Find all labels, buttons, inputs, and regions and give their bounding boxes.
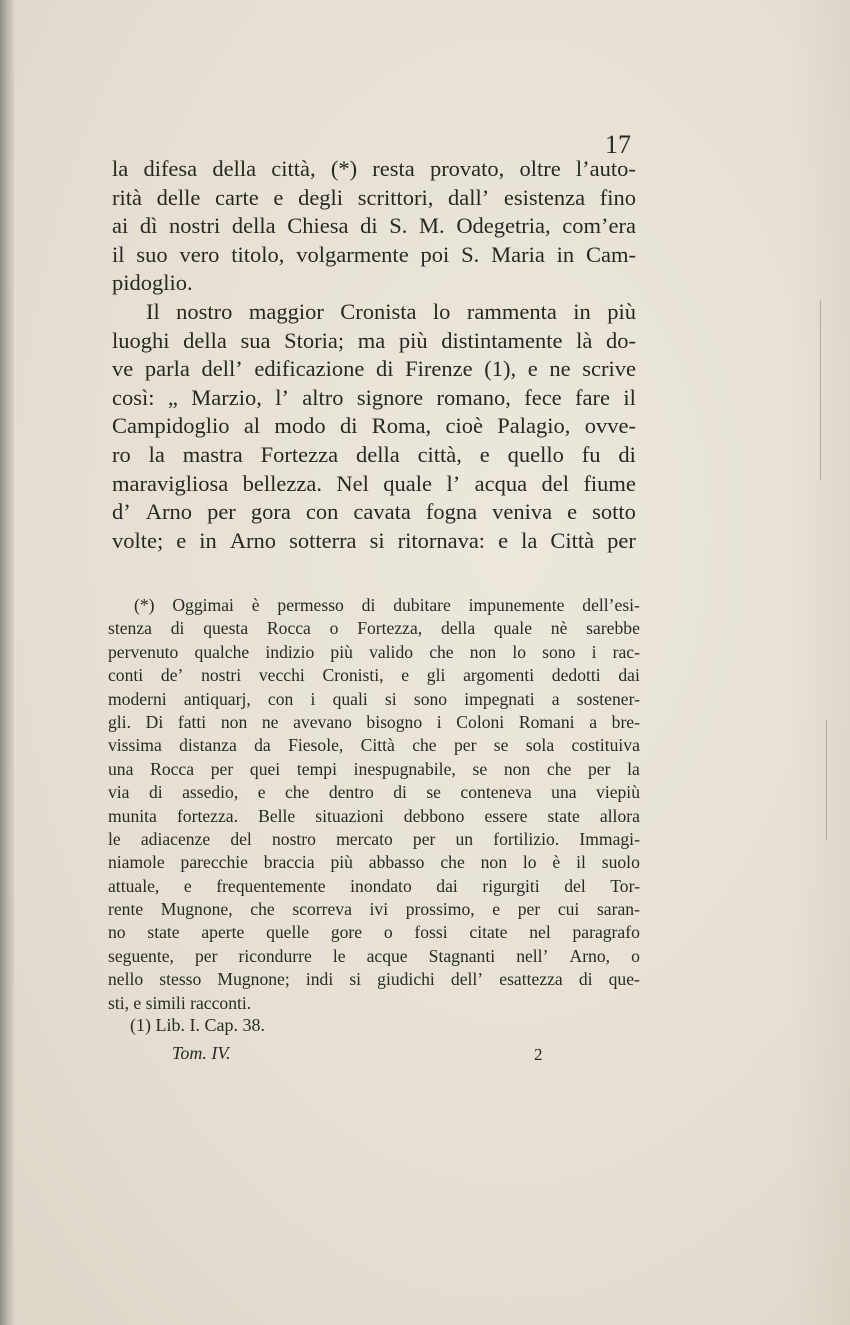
- text-line: [112, 184, 636, 213]
- line-text: ai dì nostri della Chiesa di S. M. Odegetria, com’era: [112, 213, 636, 239]
- text-line: [112, 155, 636, 184]
- footnote-line: [108, 875, 640, 898]
- text-line: [112, 298, 636, 327]
- footnote-line-text: rente Mugnone, che scorreva ivi prossimo, e per cui saran-: [108, 899, 640, 920]
- footnote-line-text: attuale, e frequentemente inondato dai rigurgiti del Tor-: [108, 875, 640, 896]
- text-line: [112, 470, 636, 499]
- line-text: pidoglio.: [112, 270, 193, 296]
- footnote-line: [108, 617, 640, 640]
- text-line: [112, 441, 636, 470]
- footnote-line: [108, 711, 640, 734]
- text-line: [112, 412, 636, 441]
- line-text: il suo vero titolo, volgarmente poi S. Maria in Cam-: [112, 241, 636, 267]
- footnote-line-text: (*) Oggimai è permesso di dubitare impunemente dell’esi-: [134, 595, 640, 615]
- volume-signature: Tom. IV.: [172, 1043, 231, 1063]
- footnote-line: [108, 664, 640, 687]
- text-line: [112, 527, 636, 556]
- footnote-line-text: via di assedio, e che dentro di se conteneva una viepiù: [108, 782, 640, 803]
- line-text: ve parla dell’ edificazione di Firenze (1), e ne scrive: [112, 356, 636, 382]
- text-line: [112, 384, 636, 413]
- line-text: maravigliosa bellezza. Nel quale l’ acqua del fiume: [112, 470, 636, 496]
- text-line: [112, 269, 636, 298]
- footnote-line-text: una Rocca per quei tempi inespugnabile, se non che per la: [108, 758, 640, 779]
- footnote-line-text: sti, e simili racconti.: [108, 992, 252, 1013]
- line-text: rità delle carte e degli scrittori, dall’ esistenza fino: [112, 184, 636, 210]
- line-text: d’ Arno per gora con cavata fogna veniva e sotto: [112, 499, 636, 525]
- page-spine-edge: [0, 0, 14, 1325]
- footnote-line: [108, 594, 640, 617]
- line-text: Campidoglio al modo di Roma, cioè Palagio, ovve-: [112, 413, 636, 439]
- text-line: [112, 355, 636, 384]
- line-text: Il nostro maggior Cronista lo rammenta in più: [146, 298, 636, 324]
- body-text: [112, 155, 636, 555]
- paper-crease: [820, 300, 821, 480]
- footnote-line-text: nello stesso Mugnone; indi si giudichi dell’ esattezza di que-: [108, 969, 640, 990]
- footnote-line-text: niamole parecchie braccia più abbasso che non lo è il suolo: [108, 852, 640, 873]
- footnote-line-text: conti de’ nostri vecchi Cronisti, e gli argomenti dedotti dai: [108, 665, 640, 686]
- line-text: luoghi della sua Storia; ma più distintamente là do-: [112, 327, 636, 353]
- page-edge-shade: [790, 0, 850, 1325]
- text-line: [112, 212, 636, 241]
- text-line: [112, 498, 636, 527]
- footnote-line-text: le adiacenze del nostro mercato per un fortilizio. Immagi-: [108, 828, 640, 849]
- footnote-line: [108, 805, 640, 828]
- text-line: [112, 327, 636, 356]
- footnote-line-text: no state aperte quelle gore o fossi citate nel paragrafo: [108, 922, 640, 943]
- footnote: [108, 594, 640, 1015]
- gathering-number: 2: [534, 1045, 543, 1064]
- text-line: [112, 241, 636, 270]
- footnote-line: [108, 758, 640, 781]
- footnote-line-text: munita fortezza. Belle situazioni debbono essere state allora: [108, 805, 640, 826]
- line-text: volte; e in Arno sotterra si ritornava: e la Città per: [112, 527, 636, 553]
- line-text: la difesa della città, (*) resta provato, oltre l’auto-: [112, 156, 636, 181]
- page-number: 17: [605, 130, 631, 159]
- footnote-line: [108, 688, 640, 711]
- footnote-line: [108, 851, 640, 874]
- footnote-line: [108, 898, 640, 921]
- footnote-line-text: pervenuto qualche indizio più valido che non lo sono i rac-: [108, 641, 640, 662]
- footnote-line: [108, 734, 640, 757]
- line-text: così: „ Marzio, l’ altro signore romano, fece fare il: [112, 384, 636, 410]
- line-text: ro la mastra Fortezza della città, e quello fu di: [112, 441, 636, 467]
- footnote-line: [108, 992, 640, 1015]
- footnote-line: [108, 828, 640, 851]
- citation-note: (1) Lib. I. Cap. 38.: [130, 1015, 265, 1035]
- footnote-line: [108, 781, 640, 804]
- footnote-line-text: seguente, per ricondurre le acque Stagnanti nell’ Arno, o: [108, 945, 640, 966]
- footnote-line: [108, 921, 640, 944]
- footnote-line: [108, 945, 640, 968]
- footnote-line-text: moderni antiquarj, con i quali si sono impegnati a sostener-: [108, 688, 640, 709]
- footnote-line-text: gli. Di fatti non ne avevano bisogno i Coloni Romani a bre-: [108, 711, 640, 732]
- footnote-line-text: stenza di questa Rocca o Fortezza, della quale nè sarebbe: [108, 618, 640, 639]
- footnote-line: [108, 968, 640, 991]
- paper-crease: [826, 720, 827, 840]
- footnote-line: [108, 641, 640, 664]
- footnote-line-text: vissima distanza da Fiesole, Città che per se sola costituiva: [108, 735, 640, 756]
